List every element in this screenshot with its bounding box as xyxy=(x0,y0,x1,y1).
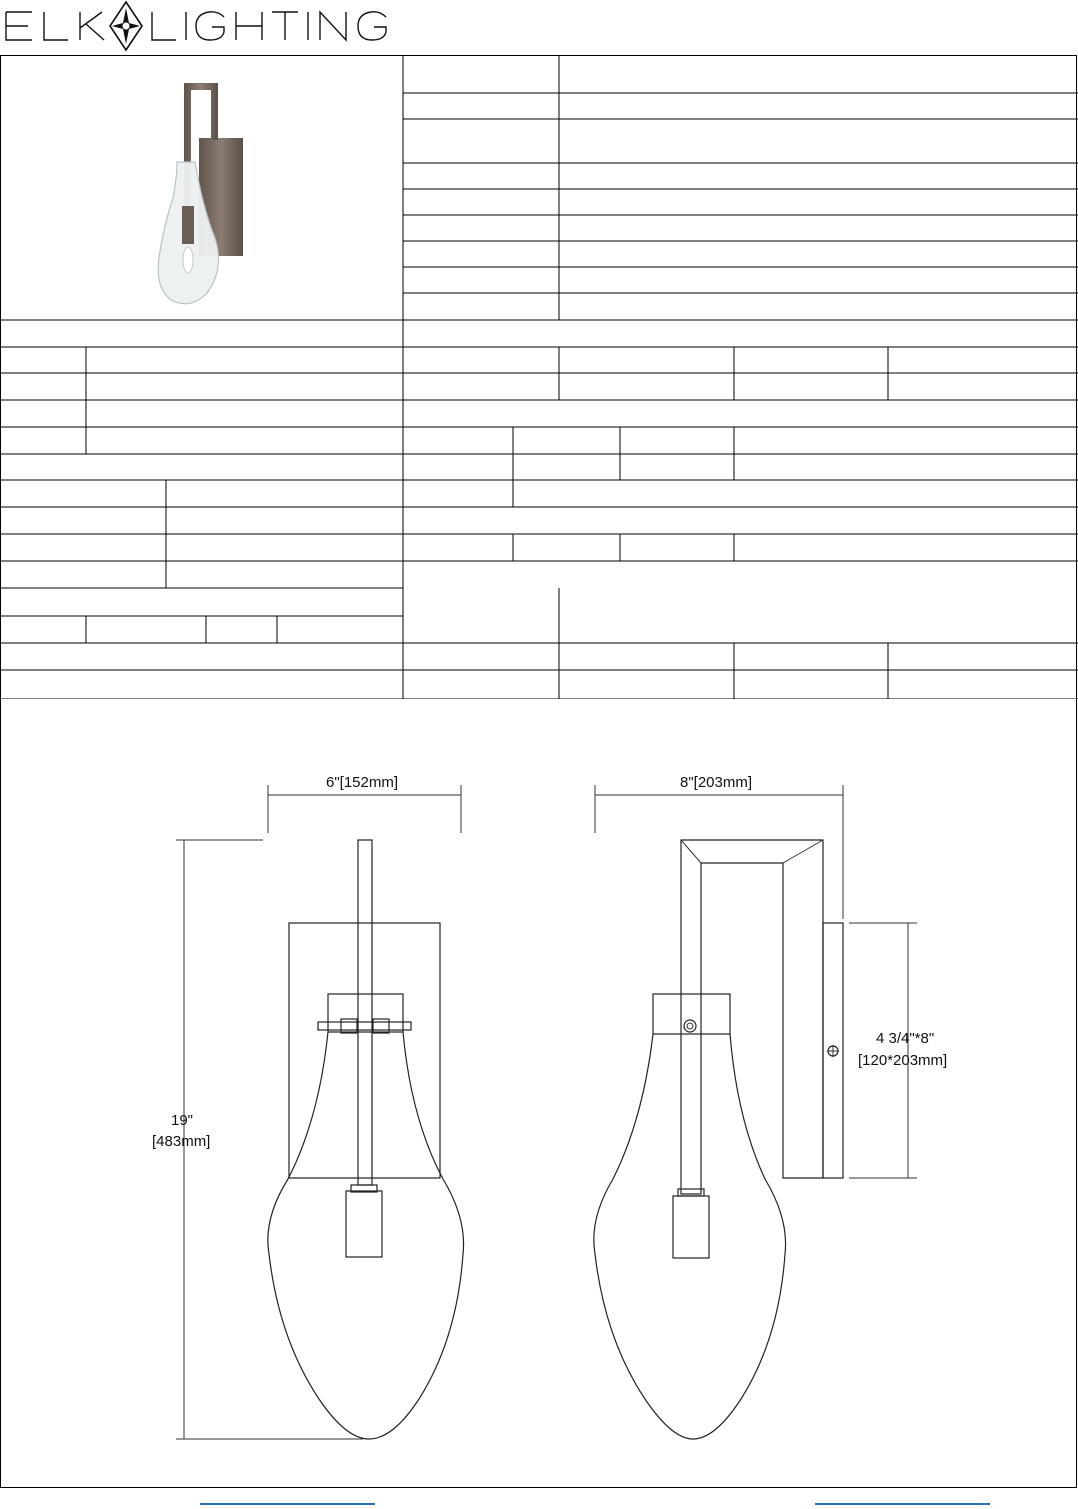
backplate-size-label: 4 3/4"*8" xyxy=(876,1030,935,1047)
front-view xyxy=(152,774,464,1439)
side-view xyxy=(594,774,947,1439)
height-mm-label: [483mm] xyxy=(152,1133,211,1150)
product-photo xyxy=(151,78,261,358)
footer-link-right[interactable] xyxy=(815,1503,990,1505)
front-width-label: 6"[152mm] xyxy=(326,774,399,791)
height-inch-label: 19" xyxy=(171,1112,194,1129)
spec-sheet xyxy=(0,55,1077,1488)
logo-text-lighting xyxy=(152,12,386,40)
logo-text-elk xyxy=(6,12,104,40)
brand-logo xyxy=(0,0,400,54)
set-screw-icon xyxy=(684,1020,696,1032)
side-depth-label: 8"[203mm] xyxy=(680,774,753,791)
compass-star-diamond-icon xyxy=(110,2,142,50)
crosshair-circle-icon xyxy=(827,1045,839,1057)
backplate-size-mm-label: [120*203mm] xyxy=(858,1052,948,1069)
dimension-drawing xyxy=(1,699,1078,1489)
footer-link-left[interactable] xyxy=(200,1503,375,1505)
